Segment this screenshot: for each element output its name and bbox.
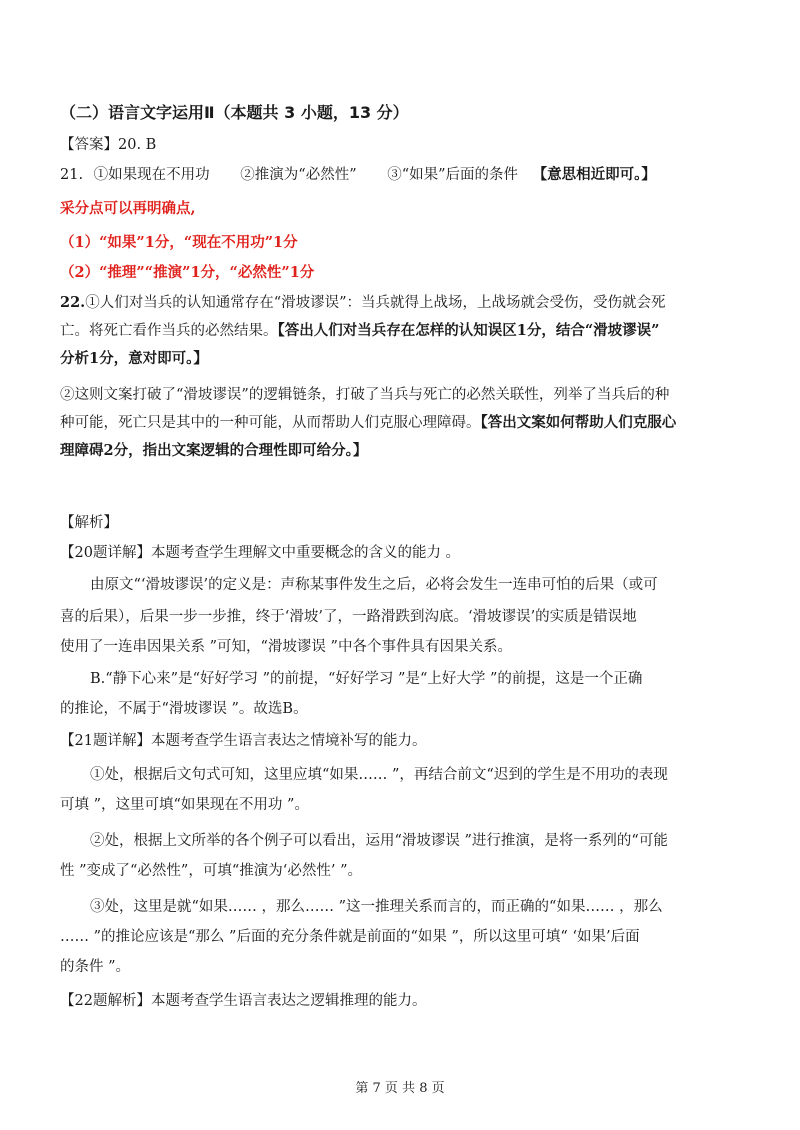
analysis-q20-heading: 【20题详解】本题考查学生理解文中重要概念的含义的能力 。 <box>60 545 461 561</box>
analysis-q21-para2-line2: 性 ”变成了“必然性”，可填“推演为‘必然性’ ”。 <box>60 863 362 879</box>
analysis-q20-para2-line2: 的推论，不属于“滑坡谬误 ”。故选B。 <box>60 701 308 717</box>
answer-20: 【答案】20. B <box>60 137 157 153</box>
answer-22-b-line-1: ②这则文案打破了“滑坡谬误”的逻辑链条，打破了当兵与死亡的必然关联性，列举了当兵后的种 <box>60 387 670 403</box>
answer-21-part1: ①如果现在不用功 <box>93 167 210 183</box>
answer-22-a-note-1: 【答出人们对当兵存在怎样的认知误区1分，结合“滑坡谬误” <box>277 322 660 339</box>
answer-22-b-note-2: 理障碍2分，指出文案逻辑的合理性即可给分。】 <box>60 442 368 459</box>
answer-21-prefix: 21. <box>60 167 84 183</box>
scoring-point-2: （2）“推理”“推演”1分，“必然性”1分 <box>60 264 315 281</box>
answer-22-b-note-1: 【答出文案如何帮助人们克服心 <box>480 414 677 431</box>
analysis-q20-para1-line2: 喜的后果），后果一步一步推，终于‘滑坡’了，一路滑跌到沟底。‘滑坡谬误’的实质是错误地 <box>60 609 637 625</box>
analysis-q21-para3-line1: ③处，这里是就“如果…… ，那么…… ”这一推理关系而言的，而正确的“如果…… ，那么 <box>90 899 663 915</box>
answer-22-a-line-2 <box>60 320 750 342</box>
page-footer: 第 7 页 共 8 页 <box>355 1081 445 1096</box>
analysis-q21-para3-line3: 的条件 ”。 <box>60 959 131 975</box>
answer-22-b-line-2 <box>60 412 750 434</box>
section-title: （二）语言文字运用Ⅱ（本题共 3 小题，13 分） <box>60 103 409 122</box>
analysis-q20-para1-line1: 由原文“‘滑坡谬误’的定义是：声称某事件发生之后，必将会发生一连串可怕的后果（或可 <box>90 577 658 593</box>
scoring-title: 采分点可以再明确点, <box>60 200 196 217</box>
answer-22-prefix: 22. <box>60 294 86 311</box>
analysis-q20-para2-line1: B.“静下心来”是“好好学习 ”的前提，“好好学习 ”是“上好大学 ”的前提，这是一个正确 <box>90 671 643 687</box>
answer-22-a-note-2: 分析1分，意对即可。】 <box>60 350 208 367</box>
analysis-q22-heading: 【22题解析】本题考查学生语言表达之逻辑推理的能力。 <box>60 993 427 1009</box>
analysis-q21-para2-line1: ②处，根据上文所举的各个例子可以看出，运用“滑坡谬误 ”进行推演，是将一系列的“可能 <box>90 833 668 849</box>
analysis-q20-para1-line3: 使用了一连串因果关系 ”可知，“滑坡谬误 ”中各个事件具有因果关系。 <box>60 639 512 655</box>
answer-22-a-text-2: 亡。将死亡看作当兵的必然结果。 <box>60 323 278 339</box>
analysis-q21-para1-line1: ①处，根据后文句式可知，这里应填“如果…… ”，再结合前文“迟到的学生是不用功的表现 <box>90 767 668 783</box>
analysis-q21-para3-line2: …… ”的推论应该是“那么 ”后面的充分条件就是前面的“如果 ”，所以这里可填“ ‘如果’后面 <box>60 929 640 945</box>
answer-21 <box>60 164 750 186</box>
answer-21-note: 【意思相近即可。】 <box>532 166 656 183</box>
answer-21-part3: ③“如果”后面的条件 <box>387 167 519 183</box>
answer-22-b-text-2: 种可能，死亡只是其中的一种可能，从而帮助人们克服心理障碍。 <box>60 415 481 431</box>
answer-22-a-line-1 <box>60 292 750 314</box>
analysis-q21-heading: 【21题详解】本题考查学生语言表达之情境补写的能力。 <box>60 733 427 749</box>
scoring-point-1: （1）“如果”1分，“现在不用功”1分 <box>60 234 298 251</box>
answer-21-part2: ②推演为“必然性” <box>240 167 357 183</box>
analysis-heading: 【解析】 <box>60 515 118 531</box>
analysis-q21-para1-line2: 可填 ”，这里可填“如果现在不用功 ”。 <box>60 797 309 813</box>
answer-22-a-text-1: ①人们对当兵的认知通常存在“滑坡谬误”：当兵就得上战场，上战场就会受伤，受伤就会死 <box>85 295 666 311</box>
